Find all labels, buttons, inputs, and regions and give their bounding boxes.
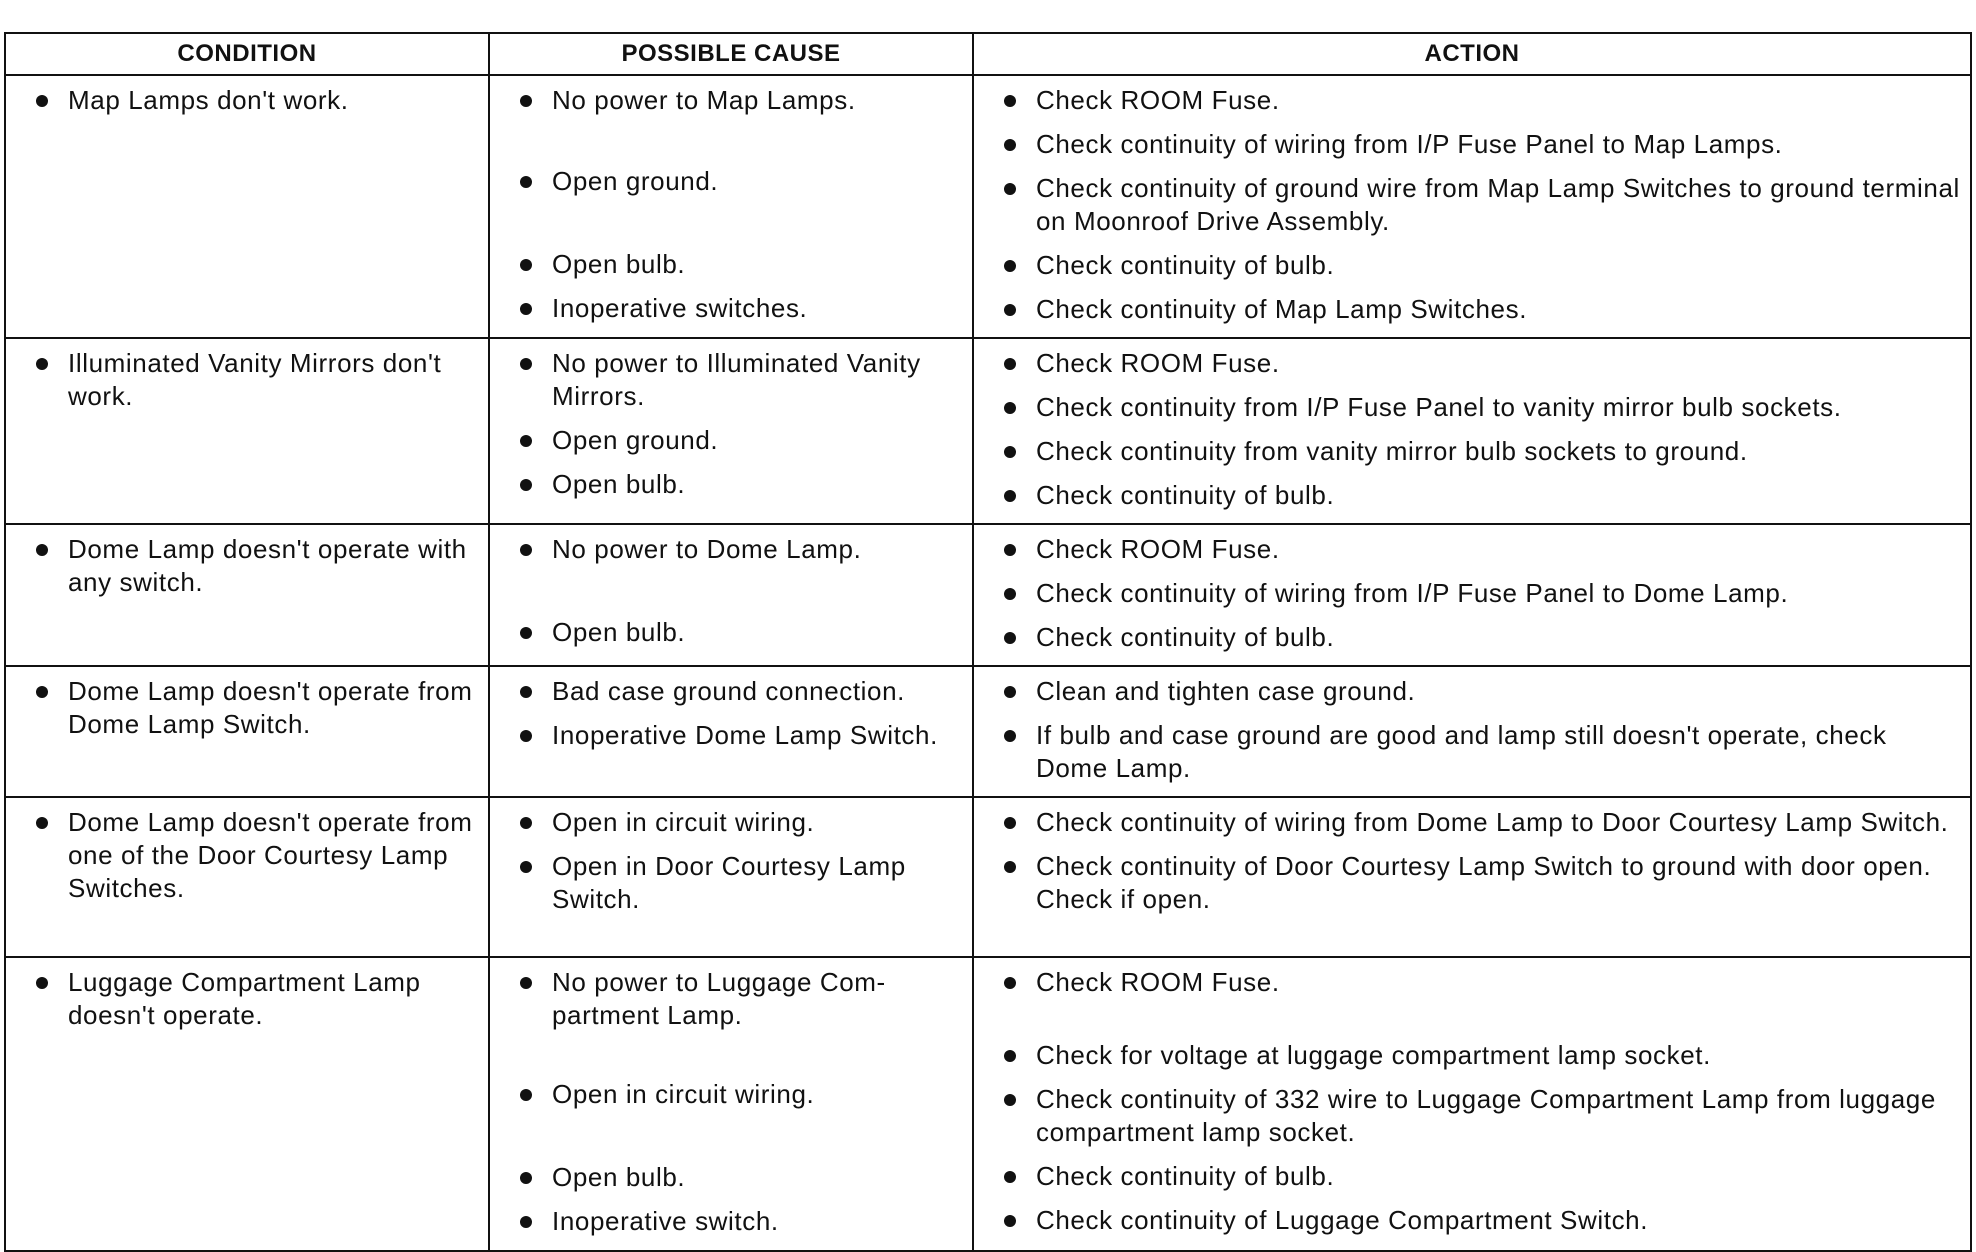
- table-row: [5, 75, 1971, 338]
- cause-cell: [489, 524, 973, 666]
- possible-cause-header: POSSIBLE CAUSE: [489, 33, 973, 75]
- action-cell: [973, 75, 1971, 338]
- action-item: Check continuity of bulb.: [974, 249, 1962, 282]
- action-cell: [973, 338, 1971, 524]
- condition-cell: [5, 957, 489, 1251]
- condition-cell: [5, 797, 489, 957]
- action-cell: [973, 524, 1971, 666]
- action-item: Check continuity of bulb.: [974, 479, 1962, 512]
- action-item: Check continuity of Door Courtesy Lamp Switch to ground with door open. Check if open.: [974, 850, 1962, 916]
- action-item: Check for voltage at luggage compartment lamp socket.: [974, 1039, 1962, 1072]
- cause-item: No power to Luggage Com- partment Lamp.: [490, 966, 964, 1032]
- cause-item: Inoperative switches.: [490, 292, 964, 325]
- condition-item: Dome Lamp doesn't operate from one of the Door Courtesy Lamp Switches.: [6, 806, 480, 905]
- condition-cell: [5, 338, 489, 524]
- cause-item: Bad case ground connection.: [490, 675, 964, 708]
- cause-item: Open in Door Courtesy Lamp Switch.: [490, 850, 964, 916]
- table-row: [5, 338, 1971, 524]
- cause-item: No power to Dome Lamp.: [490, 533, 964, 566]
- action-header: ACTION: [973, 33, 1971, 75]
- action-item: Check continuity of bulb.: [974, 1160, 1962, 1193]
- action-item: Check continuity of 332 wire to Luggage Compartment Lamp from luggage compartment lamp socket.: [974, 1083, 1962, 1149]
- action-item: Check continuity from I/P Fuse Panel to vanity mirror bulb sockets.: [974, 391, 1962, 424]
- condition-item: Dome Lamp doesn't operate from Dome Lamp Switch.: [6, 675, 480, 741]
- table-row: [5, 666, 1971, 797]
- diagnosis-sheet: [4, 32, 1970, 1244]
- table-row: [5, 957, 1971, 1251]
- condition-cell: [5, 75, 489, 338]
- cause-item: Open bulb.: [490, 1161, 964, 1194]
- cause-item: Open in circuit wiring.: [490, 1078, 964, 1111]
- action-item: Check ROOM Fuse.: [974, 533, 1962, 566]
- action-item: Check continuity of wiring from Dome Lamp to Door Courtesy Lamp Switch.: [974, 806, 1962, 839]
- condition-item: Map Lamps don't work.: [6, 84, 480, 117]
- action-cell: [973, 666, 1971, 797]
- action-cell: [973, 957, 1971, 1251]
- action-item: Check continuity of bulb.: [974, 621, 1962, 654]
- cause-item: No power to Illuminated Vanity Mirrors.: [490, 347, 964, 413]
- cause-cell: [489, 338, 973, 524]
- cause-cell: [489, 797, 973, 957]
- action-cell: [973, 797, 1971, 957]
- action-item: Check continuity of Map Lamp Switches.: [974, 293, 1962, 326]
- condition-cell: [5, 524, 489, 666]
- action-item: Check continuity of ground wire from Map Lamp Switches to ground terminal on Moonroof Drive Assembly.: [974, 172, 1962, 238]
- action-item: Check ROOM Fuse.: [974, 966, 1962, 999]
- cause-item: Inoperative switch.: [490, 1205, 964, 1238]
- cause-cell: [489, 957, 973, 1251]
- condition-item: Illuminated Vanity Mirrors don't work.: [6, 347, 480, 413]
- cause-item: Open ground.: [490, 424, 964, 457]
- table-row: [5, 524, 1971, 666]
- cause-item: Inoperative Dome Lamp Switch.: [490, 719, 964, 752]
- cause-item: Open bulb.: [490, 468, 964, 501]
- condition-header: CONDITION: [5, 33, 489, 75]
- cause-item: Open ground.: [490, 165, 964, 198]
- action-item: Check continuity of wiring from I/P Fuse Panel to Dome Lamp.: [974, 577, 1962, 610]
- cause-item: Open bulb.: [490, 616, 964, 649]
- header-row: [5, 33, 1971, 75]
- cause-item: Open in circuit wiring.: [490, 806, 964, 839]
- condition-item: Luggage Compartment Lamp doesn't operate.: [6, 966, 480, 1032]
- action-item: Check continuity of Luggage Compartment Switch.: [974, 1204, 1962, 1237]
- action-item: Check continuity from vanity mirror bulb sockets to ground.: [974, 435, 1962, 468]
- table-row: [5, 797, 1971, 957]
- action-item: Clean and tighten case ground.: [974, 675, 1962, 708]
- action-item: Check continuity of wiring from I/P Fuse Panel to Map Lamps.: [974, 128, 1962, 161]
- condition-cell: [5, 666, 489, 797]
- cause-item: No power to Map Lamps.: [490, 84, 964, 117]
- cause-item: Open bulb.: [490, 248, 964, 281]
- action-item: Check ROOM Fuse.: [974, 347, 1962, 380]
- cause-cell: [489, 75, 973, 338]
- diagnosis-table: [4, 32, 1972, 1252]
- condition-item: Dome Lamp doesn't operate with any switch.: [6, 533, 480, 599]
- action-item: Check ROOM Fuse.: [974, 84, 1962, 117]
- action-item: If bulb and case ground are good and lamp still doesn't operate, check Dome Lamp.: [974, 719, 1962, 785]
- cause-cell: [489, 666, 973, 797]
